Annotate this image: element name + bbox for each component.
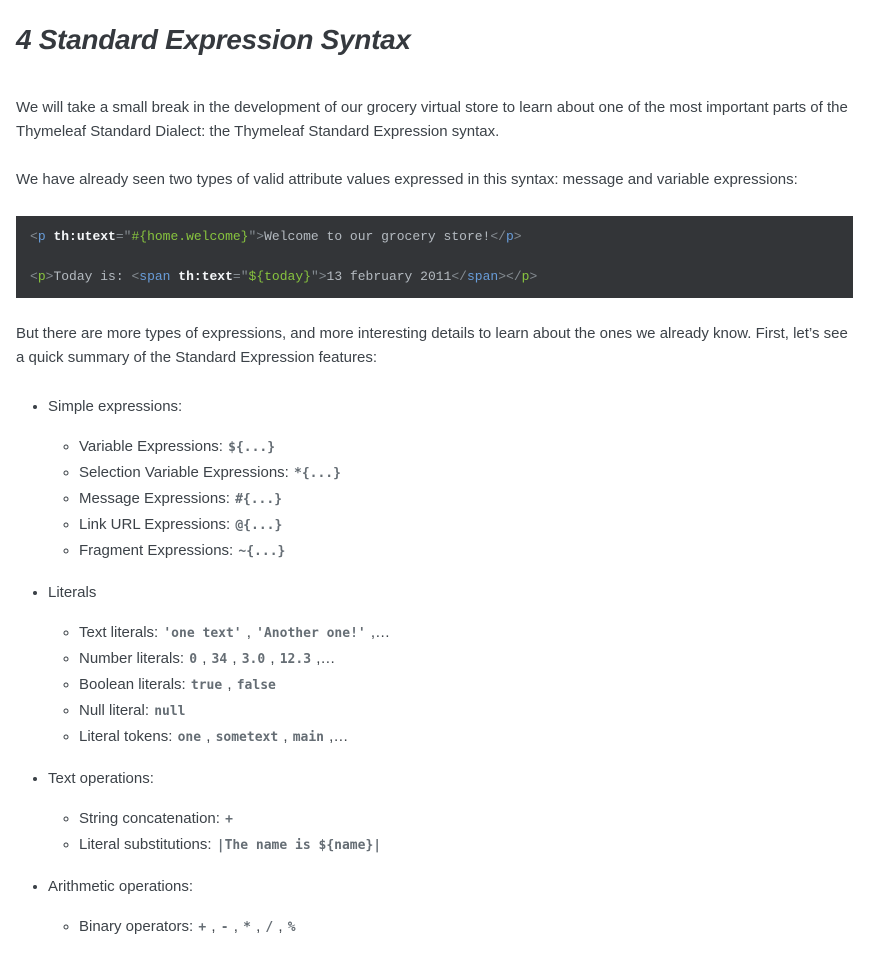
feature-group-label: Simple expressions: [48, 398, 183, 415]
code-token-tag: span [466, 269, 499, 284]
code-token-pun: </ [506, 269, 522, 284]
inline-code: main [292, 730, 325, 745]
inline-code: @{...} [235, 518, 283, 533]
feature-group-label: Arithmetic operations: [48, 878, 194, 895]
feature-sublist [48, 620, 853, 750]
code-token-pun: > [529, 269, 538, 284]
inline-code: sometext [215, 730, 279, 745]
feature-item: ◦ Message Expressions: #{...} [79, 486, 853, 512]
feature-sublist [48, 806, 853, 858]
code-token-pun: > [498, 269, 507, 284]
inline-code: % [287, 920, 296, 935]
feature-sublist [48, 914, 853, 940]
document-page [0, 24, 869, 940]
code-token-pun: > [45, 269, 54, 284]
feature-item: ◦ String concatenation: + [79, 806, 853, 832]
feature-item: ◦ Fragment Expressions: ~{...} [79, 538, 853, 564]
feature-item: ◦ Selection Variable Expressions: *{...} [79, 460, 853, 486]
code-token-pun: </ [490, 229, 506, 244]
code-token-attr: th:text [178, 269, 233, 284]
feature-item: ◦ Variable Expressions: ${...} [79, 434, 853, 460]
inline-code: false [236, 678, 276, 693]
inline-code: 'Another one!' [256, 626, 366, 641]
feature-item: ◦ Number literals: 0 , 34 , 3.0 , 12.3 ,… [79, 646, 853, 672]
code-block [16, 216, 853, 298]
feature-group [48, 580, 853, 750]
inline-code: true [190, 678, 223, 693]
code-token-tagg: p [37, 269, 46, 284]
code-token-str: #{home.welcome} [131, 229, 249, 244]
more-paragraph: But there are more types of expressions, and more interesting details to learn about the ones we already know. First, let’s see a quick summary of the Standard Expression features: [16, 325, 848, 366]
code-content [30, 229, 537, 284]
code-token-pun: "> [310, 269, 327, 284]
code-token-txt: Today is: [53, 269, 132, 284]
code-token-tagg: p [521, 269, 530, 284]
feature-group [48, 874, 853, 940]
code-token-pun: < [30, 269, 38, 284]
inline-code: 'one text' [163, 626, 242, 641]
inline-code: null [154, 704, 186, 719]
code-token-pun: < [131, 269, 140, 284]
inline-code: / [265, 920, 274, 935]
feature-item: ◦ Boolean literals: true , false [79, 672, 853, 698]
feature-group-label: Text operations: [48, 770, 154, 787]
code-token-tag: p [505, 229, 514, 244]
feature-group [48, 394, 853, 564]
code-token-pun: </ [451, 269, 467, 284]
code-token-str: ${today} [248, 269, 311, 284]
inline-code: #{...} [235, 492, 283, 507]
inline-code: 34 [211, 652, 228, 667]
code-token-txt: Welcome to our grocery store! [264, 229, 491, 244]
code-token-pun: "> [248, 229, 265, 244]
inline-code: + [198, 920, 207, 935]
feature-group [48, 766, 853, 858]
inline-code: - [220, 920, 229, 935]
inline-code: + [225, 812, 233, 827]
code-token-attr: th:utext [53, 229, 116, 244]
code-token-pun: =" [115, 229, 132, 244]
inline-code: ${...} [228, 440, 276, 455]
inline-code: * [243, 920, 251, 935]
code-token-pun: =" [232, 269, 249, 284]
intro-paragraph-2: We have already seen two types of valid attribute values expressed in this syntax: message and variable expressions: [16, 171, 798, 188]
inline-code: *{...} [294, 466, 341, 481]
feature-item: ◦ Null literal: null [79, 698, 853, 724]
intro-paragraph-1: We will take a small break in the development of our grocery virtual store to learn about one of the most important parts of the Thymeleaf Standard Dialect: the Thymeleaf Standard Expression syntax. [16, 99, 848, 140]
feature-item: ◦ Literal tokens: one , sometext , main ,… [79, 724, 853, 750]
feature-item: ◦ Literal substitutions: |The name is ${name}| [79, 832, 853, 858]
inline-code: 3.0 [241, 652, 266, 667]
page-title: 4 Standard Expression Syntax [16, 24, 411, 55]
inline-code: 0 [189, 652, 198, 667]
code-token-tag: p [37, 229, 46, 244]
inline-code: 12.3 [279, 652, 312, 667]
feature-item: ◦ Link URL Expressions: @{...} [79, 512, 853, 538]
code-token-txt: 13 february 2011 [326, 269, 452, 284]
code-token-tag: span [139, 269, 171, 284]
feature-group-label: Literals [48, 584, 97, 601]
inline-code: ~{...} [238, 544, 286, 559]
code-token-pun: < [30, 229, 38, 244]
inline-code: one [177, 730, 202, 745]
features-list [16, 394, 853, 940]
feature-item: ◦ Text literals: 'one text' , 'Another one!' ,… [79, 620, 853, 646]
feature-item: ◦ Binary operators: + , - , * , / , % [79, 914, 853, 940]
code-token-pun: > [513, 229, 522, 244]
feature-sublist [48, 434, 853, 564]
inline-code: |The name is ${name}| [216, 838, 382, 853]
